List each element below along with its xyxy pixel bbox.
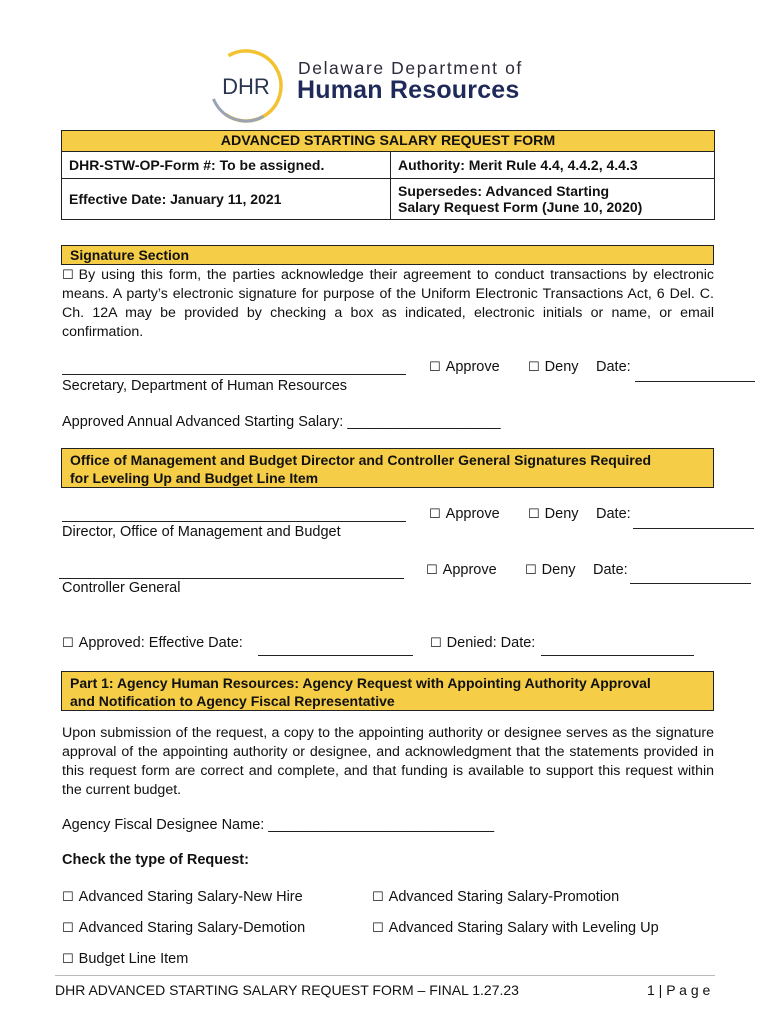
option-demotion[interactable]: ☐ Advanced Staring Salary-Demotion <box>62 920 306 936</box>
option-budget-line-item[interactable]: ☐ Budget Line Item <box>62 951 189 967</box>
checkbox-icon[interactable]: ☐ <box>62 636 74 651</box>
omb-heading-line2: for Leveling Up and Budget Line Item <box>70 470 319 486</box>
supersedes-line2: Salary Request Form (June 10, 2020) <box>398 199 643 215</box>
part1-heading <box>61 671 714 711</box>
checkbox-icon[interactable]: ☐ <box>426 563 438 578</box>
org-name-line1: Delaware Department of <box>298 58 523 78</box>
supersedes-line1: Supersedes: Advanced Starting <box>398 183 610 199</box>
controller-approve-option[interactable]: ☐ Approve <box>426 562 497 578</box>
director-approve-option[interactable]: ☐ Approve <box>429 506 500 522</box>
part1-heading-line2: and Notification to Agency Fiscal Representative <box>70 693 395 709</box>
secretary-date-label: Date: <box>596 359 631 375</box>
controller-signature-line[interactable] <box>59 578 404 579</box>
secretary-approve-option[interactable]: ☐ Approve <box>429 359 500 375</box>
part1-heading-line1: Part 1: Agency Human Resources: Agency Request with Appointing Authority Approval <box>70 675 651 691</box>
form-info-table <box>61 130 715 220</box>
director-signature-line[interactable] <box>62 521 406 522</box>
omb-section-heading <box>61 448 714 488</box>
option-leveling-up[interactable]: ☐ Advanced Staring Salary with Leveling Up <box>372 920 659 936</box>
fiscal-designee-field[interactable]: Agency Fiscal Designee Name: ____________________________ <box>62 817 495 833</box>
signature-section-heading: Signature Section <box>61 245 714 265</box>
checkbox-icon[interactable]: ☐ <box>62 921 74 936</box>
controller-date-line[interactable] <box>630 583 751 584</box>
controller-label: Controller General <box>62 580 181 596</box>
omb-heading-line1: Office of Management and Budget Director and Controller General Signatures Required <box>70 452 652 468</box>
secretary-deny-option[interactable]: ☐ Deny <box>528 359 579 375</box>
director-date-label: Date: <box>596 506 631 522</box>
secretary-signature-line[interactable] <box>62 374 406 375</box>
secretary-date-line[interactable] <box>635 381 755 382</box>
secretary-label: Secretary, Department of Human Resources <box>62 378 348 394</box>
director-deny-option[interactable]: ☐ Deny <box>528 506 579 522</box>
director-label: Director, Office of Management and Budget <box>62 524 341 540</box>
footer-title: DHR ADVANCED STARTING SALARY REQUEST FORM – FINAL 1.27.23 <box>55 982 519 998</box>
controller-date-label: Date: <box>593 562 628 578</box>
director-date-line[interactable] <box>633 528 754 529</box>
checkbox-icon[interactable]: ☐ <box>429 507 441 522</box>
checkbox-icon[interactable]: ☐ <box>62 952 74 967</box>
supersedes <box>391 179 715 220</box>
part1-text: Upon submission of the request, a copy to the appointing authority or designee serves as the signature approval of the appointing authority or designee, and acknowledgment that the statements provided in this request form are correct and complete, and that funding is available to support this request within the current budget. <box>62 725 714 798</box>
page-number: 1 | P a g e <box>647 982 711 998</box>
controller-deny-option[interactable]: ☐ Deny <box>525 562 576 578</box>
org-name-line2: Human Resources <box>297 76 520 104</box>
form-title: ADVANCED STARTING SALARY REQUEST FORM <box>62 131 715 152</box>
approved-effective-option[interactable]: ☐ Approved: Effective Date: <box>62 635 243 651</box>
check-type-heading: Check the type of Request: <box>62 852 249 868</box>
form-number: DHR-STW-OP-Form #: To be assigned. <box>62 152 391 179</box>
approved-salary-field[interactable]: Approved Annual Advanced Starting Salary: ___________________ <box>62 414 501 430</box>
denied-date-option[interactable]: ☐ Denied: Date: <box>430 635 536 651</box>
logo-ring-icon <box>206 46 286 126</box>
footer-divider <box>55 975 715 976</box>
authority: Authority: Merit Rule 4.4, 4.4.2, 4.4.3 <box>391 152 715 179</box>
checkbox-icon[interactable]: ☐ <box>430 636 442 651</box>
signature-section-text: ☐ By using this form, the parties acknowledge their agreement to conduct transactions by electronic means. A party’s electronic signature for purpose of the Uniform Electronic Transactions Act, 6 Del. C. Ch. 12A may be provided by checking a box as indicated, electronic initials or name, or email confirmation. <box>62 267 714 340</box>
checkbox-icon[interactable]: ☐ <box>62 268 74 283</box>
checkbox-icon[interactable]: ☐ <box>372 921 384 936</box>
checkbox-icon[interactable]: ☐ <box>62 890 74 905</box>
checkbox-icon[interactable]: ☐ <box>429 360 441 375</box>
checkbox-icon[interactable]: ☐ <box>525 563 537 578</box>
approved-effective-date-line[interactable] <box>258 655 413 656</box>
checkbox-icon[interactable]: ☐ <box>528 507 540 522</box>
denied-date-line[interactable] <box>541 655 694 656</box>
option-promotion[interactable]: ☐ Advanced Staring Salary-Promotion <box>372 889 620 905</box>
effective-date: Effective Date: January 11, 2021 <box>62 179 391 220</box>
checkbox-icon[interactable]: ☐ <box>372 890 384 905</box>
option-new-hire[interactable]: ☐ Advanced Staring Salary-New Hire <box>62 889 303 905</box>
svg-text:DHR: DHR <box>222 74 270 99</box>
checkbox-icon[interactable]: ☐ <box>528 360 540 375</box>
